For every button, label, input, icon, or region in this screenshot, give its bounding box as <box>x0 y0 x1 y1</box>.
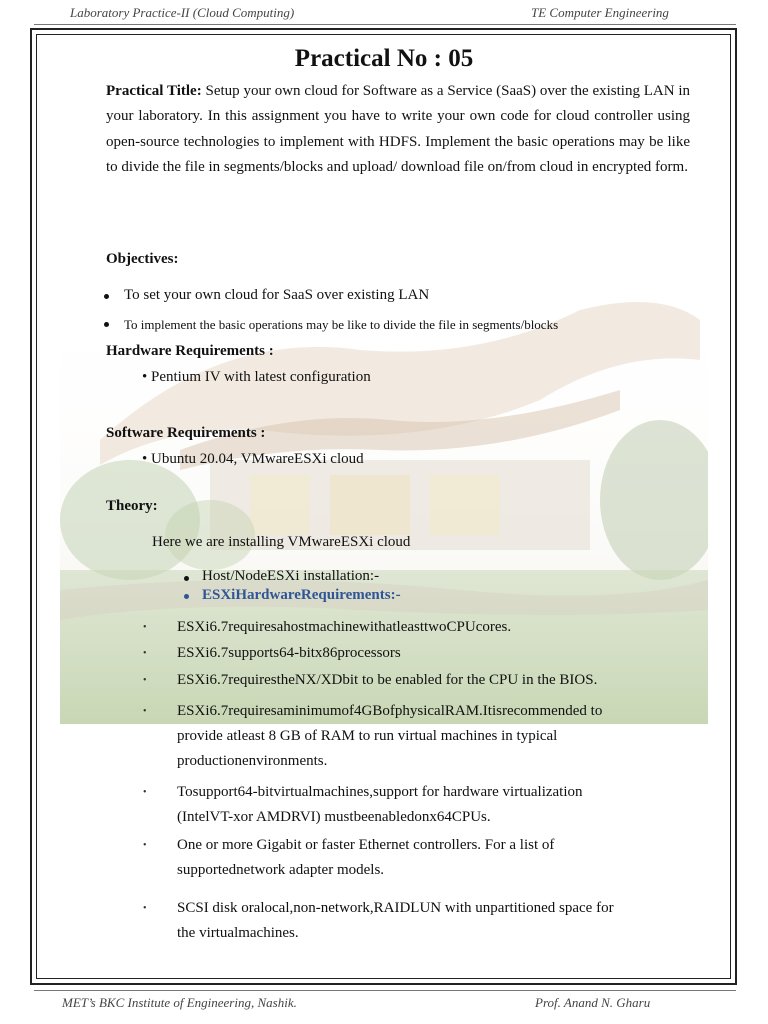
requirement-line: One or more Gigabit or faster Ethernet controllers. For a list of <box>177 837 555 853</box>
requirement-line: ESXi6.7supports64-bitx86processors <box>177 645 401 661</box>
hardware-heading: Hardware Requirements : <box>106 343 274 359</box>
header-right: TE Computer Engineering <box>531 5 669 20</box>
page-title: Practical No : 05 <box>294 45 474 72</box>
requirement-line: (IntelVT-xor AMDRVI) mustbeenabledonx64CPUs. <box>177 809 491 825</box>
list-marker: • <box>143 706 147 717</box>
bullet-dot <box>104 294 109 299</box>
theory-sub-item: Host/NodeESXi installation:- <box>202 568 380 584</box>
hardware-item: • Pentium IV with latest configuration <box>142 369 371 385</box>
practical-title-text: Setup your own cloud for Software as a Service (SaaS) over the existing LAN in your laboratory. In this assignment you have to write your own code for cloud controller using open-source technologies to implement with HDFS. Implement the basic operations may be like to divide the file in segments/blocks and upload/ download file on/from cloud in encrypted form. <box>106 83 691 175</box>
requirement-line: supportednetwork adapter models. <box>177 862 385 878</box>
theory-intro: Here we are installing VMwareESXi cloud <box>152 534 411 550</box>
objective-item: To set your own cloud for SaaS over existing LAN <box>124 287 430 303</box>
software-item: • Ubuntu 20.04, VMwareESXi cloud <box>142 451 364 467</box>
footer-left: MET’s BKC Institute of Engineering, Nashik. <box>62 995 297 1010</box>
requirement-line: ESXi6.7requiresaminimumof4GBofphysicalRAM.Itisrecommended to <box>177 703 603 719</box>
list-marker: • <box>143 787 147 798</box>
bullet-dot <box>184 576 189 581</box>
bullet-dot <box>104 322 109 327</box>
requirement-line: ESXi6.7requiresahostmachinewithatleasttwoCPUcores. <box>177 619 512 635</box>
requirement-line: productionenvironments. <box>177 753 328 769</box>
practical-title-paragraph <box>106 79 690 180</box>
footer-right: Prof. Anand N. Gharu <box>535 995 651 1010</box>
header-divider <box>34 24 736 25</box>
practical-title-label: Practical Title: <box>106 83 202 99</box>
requirement-line: Tosupport64-bitvirtualmachines,support for hardware virtualization <box>177 784 583 800</box>
list-marker: • <box>143 622 147 633</box>
requirement-line: the virtualmachines. <box>177 925 299 941</box>
objectives-heading: Objectives: <box>106 251 179 267</box>
theory-sub-item-highlight: ESXiHardwareRequirements:- <box>202 587 401 603</box>
requirement-line: SCSI disk oralocal,non-network,RAIDLUN with unpartitioned space for <box>177 900 614 916</box>
header-left: Laboratory Practice-II (Cloud Computing) <box>70 5 295 20</box>
list-marker: • <box>143 675 147 686</box>
requirement-line: ESXi6.7requirestheNX/XDbit to be enabled for the CPU in the BIOS. <box>177 672 598 688</box>
list-marker: • <box>143 648 147 659</box>
objective-item: To implement the basic operations may be like to divide the file in segments/blocks <box>124 317 559 332</box>
footer-divider <box>34 990 736 991</box>
bullet-dot <box>184 594 189 599</box>
theory-heading: Theory: <box>106 498 158 514</box>
list-marker: • <box>143 903 147 914</box>
list-marker: • <box>143 840 147 851</box>
software-heading: Software Requirements : <box>106 425 266 441</box>
requirement-line: provide atleast 8 GB of RAM to run virtual machines in typical <box>177 728 558 744</box>
